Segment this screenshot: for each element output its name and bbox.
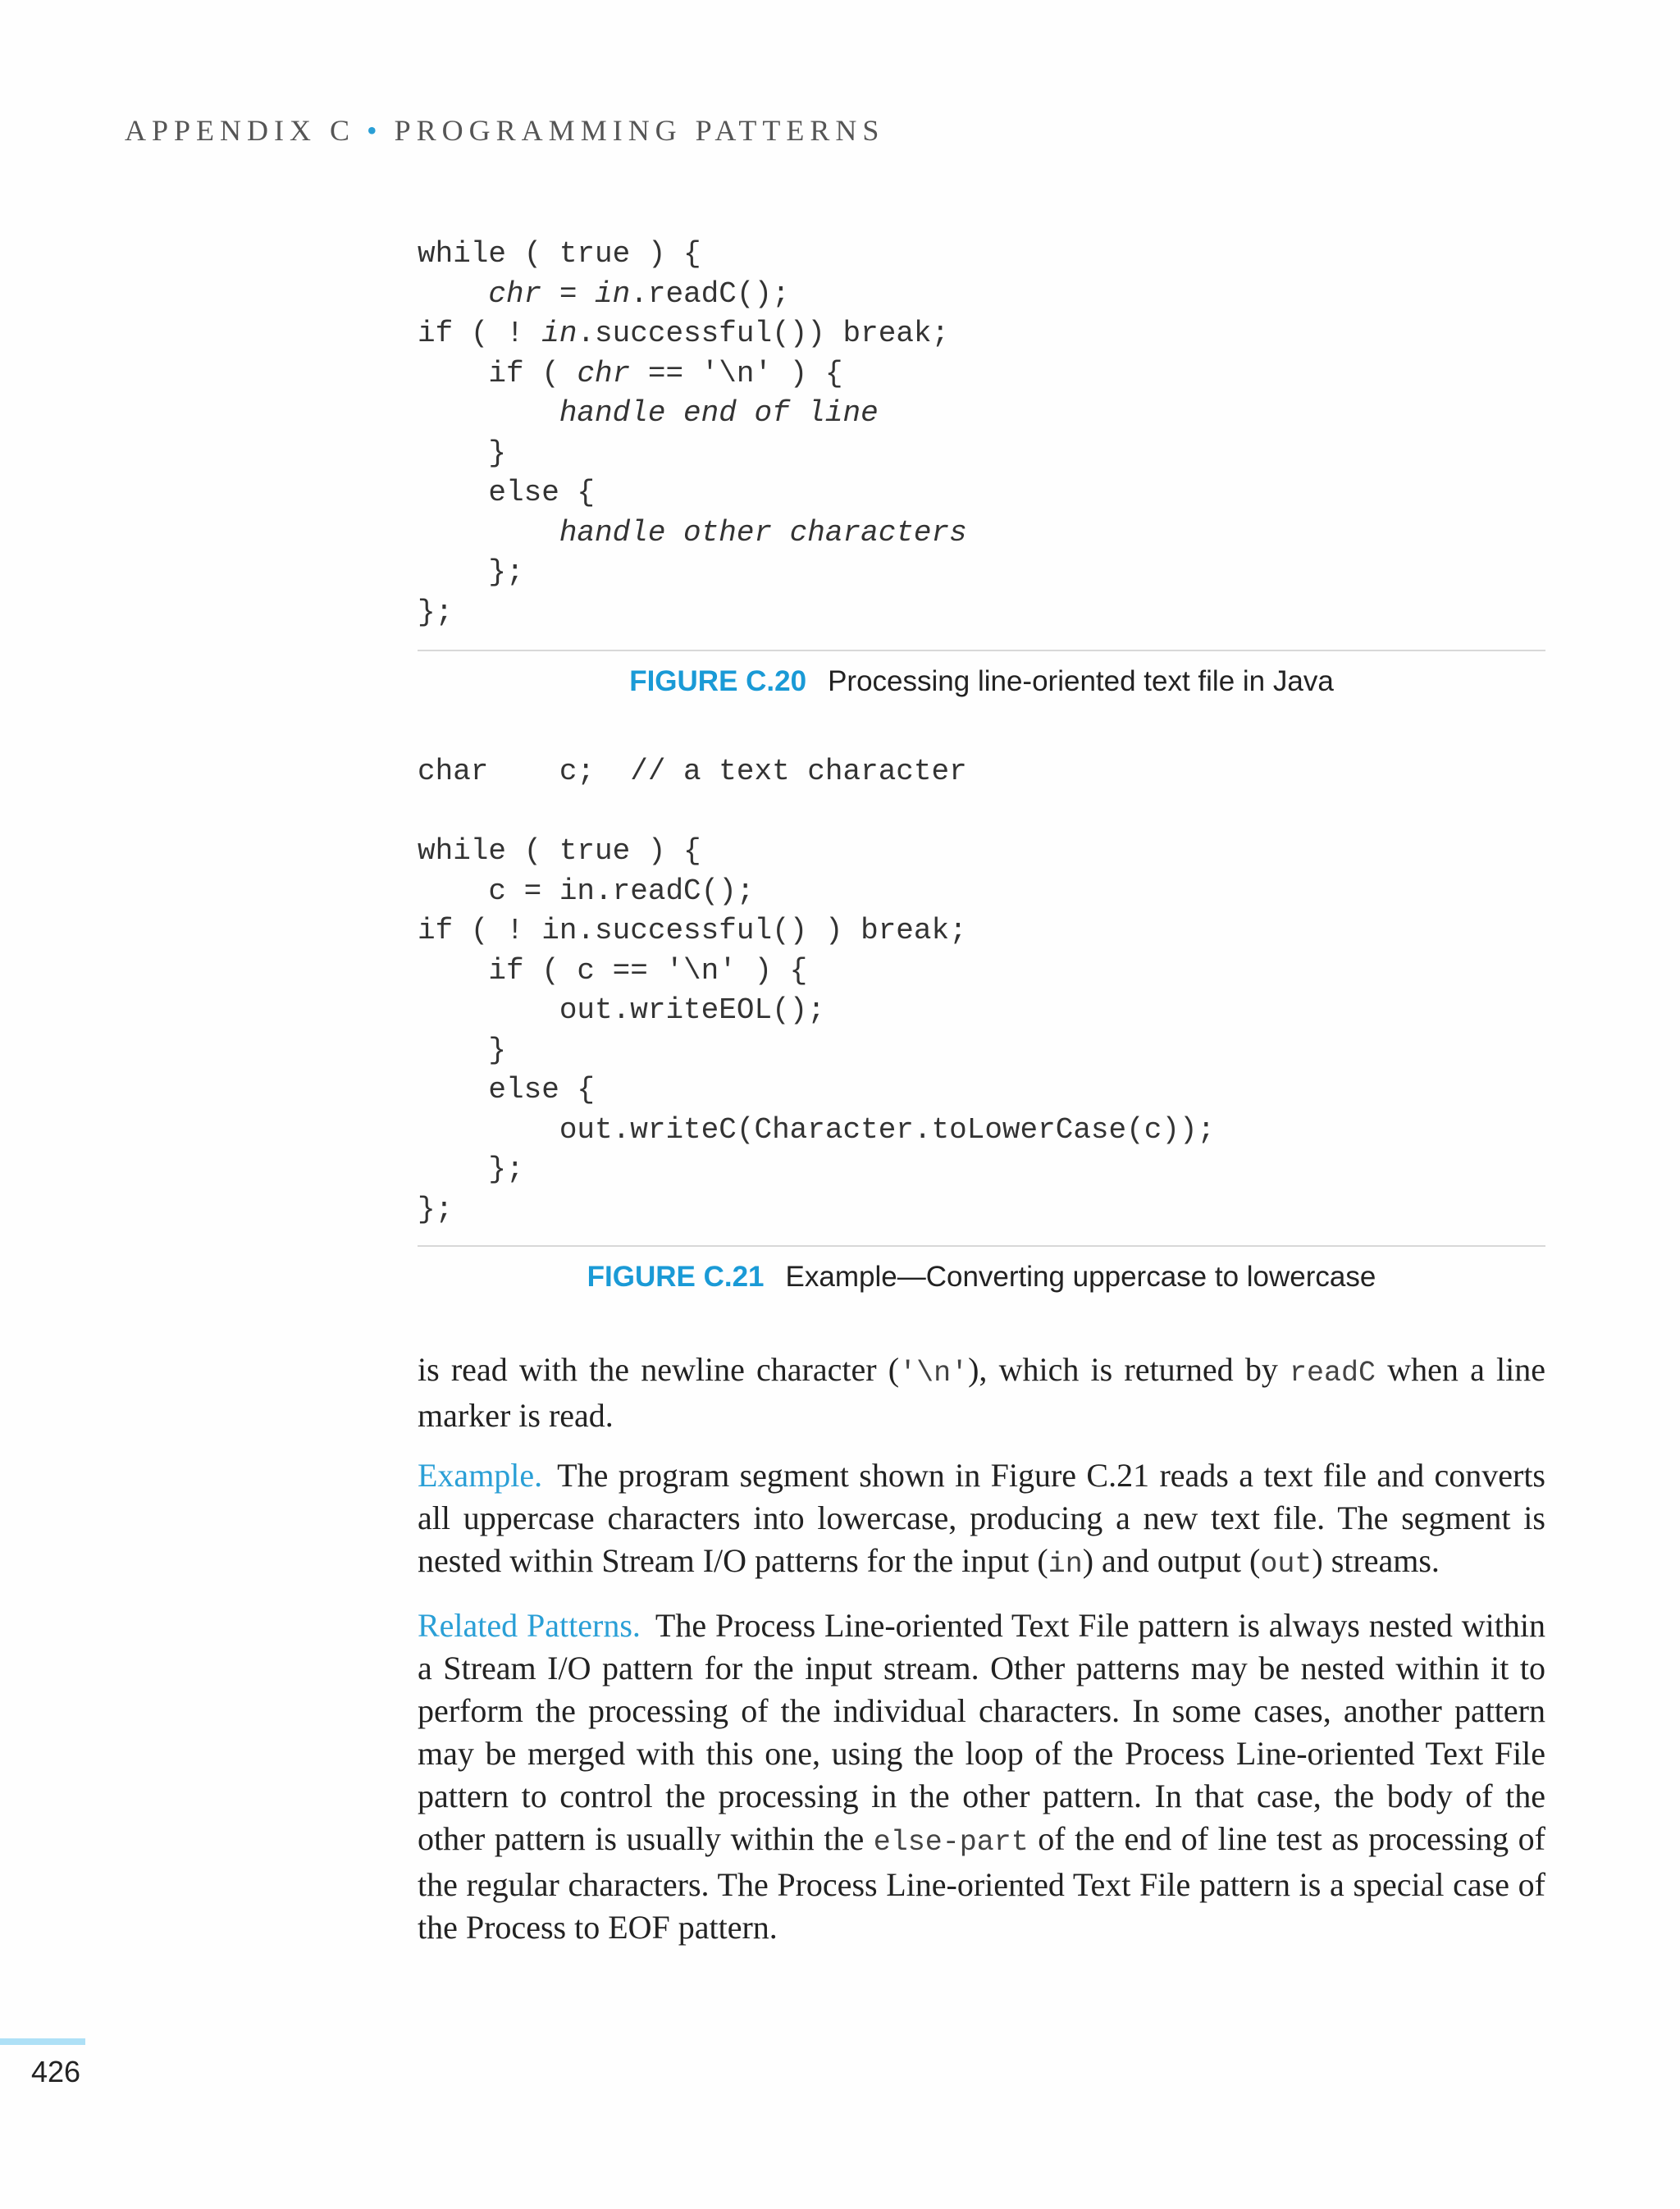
- code-token: };: [418, 595, 454, 629]
- body-paragraph-1: [418, 1349, 1545, 1437]
- code-token: if ( c == '\n' ) {: [418, 953, 808, 988]
- code-line: [418, 275, 967, 315]
- page-number: 426: [31, 2055, 81, 2088]
- p2-text-1: The program segment shown in Figure C.21 reads a text file and converts all uppercase characters into lowercase, producing a new text file. The segment is nested within Stream I/O patterns for the input (: [418, 1457, 1545, 1579]
- code-line: [418, 434, 967, 474]
- code-line: [418, 752, 1215, 792]
- p2-code-in: in: [1048, 1548, 1083, 1581]
- code-token: if ( !: [418, 317, 542, 350]
- code-token: };: [418, 1152, 524, 1186]
- figure-number-c21: FIGURE C.21: [587, 1261, 765, 1293]
- code-line: [418, 1190, 1215, 1230]
- p2-text-3: ) streams.: [1312, 1542, 1440, 1579]
- code-token: out.writeC(Character.toLowerCase(c));: [418, 1112, 1216, 1147]
- figure-title-c20: Processing line-oriented text file in Java: [828, 665, 1334, 697]
- page-number-tab: [0, 2038, 85, 2045]
- running-head-chapter: APPENDIX C: [125, 114, 356, 147]
- code-line: [418, 553, 967, 593]
- code-token: =: [541, 276, 596, 311]
- body-paragraph-example: [418, 1454, 1545, 1586]
- p1-text-2: ), which is returned by: [968, 1351, 1290, 1388]
- figure-caption-c21: [418, 1261, 1545, 1294]
- code-token: char c; // a text character: [418, 755, 967, 788]
- body-paragraph-related-patterns: [418, 1604, 1545, 1949]
- figure-caption-c20: [418, 665, 1545, 698]
- code-line: [418, 593, 967, 633]
- code-line: [418, 872, 1215, 912]
- code-placeholder: chr: [577, 356, 631, 390]
- code-line: [418, 473, 967, 513]
- code-line: [418, 1070, 1215, 1111]
- code-line: [418, 354, 967, 395]
- code-line: [418, 513, 967, 554]
- code-token: [418, 277, 488, 311]
- code-token: [418, 516, 559, 550]
- code-line: [418, 1111, 1215, 1151]
- figure-title-c21: Example—Converting uppercase to lowercase: [785, 1261, 1376, 1293]
- code-token: .readC();: [630, 276, 790, 311]
- code-token: }: [418, 436, 507, 470]
- running-head-bullet: •: [367, 114, 383, 147]
- related-patterns-lead-in: Related Patterns.: [418, 1607, 641, 1644]
- code-line: [418, 394, 967, 434]
- figure-rule-c20: [418, 650, 1545, 651]
- code-line: [418, 1031, 1215, 1071]
- code-token: if (: [418, 356, 578, 390]
- code-line: [418, 314, 967, 354]
- running-head: [125, 113, 884, 148]
- code-placeholder: in: [541, 317, 578, 350]
- p1-text-3: when a line marker is read.: [418, 1351, 1546, 1434]
- code-token: == '\n' ) {: [630, 356, 843, 390]
- code-listing-c20: [418, 235, 967, 632]
- example-lead-in: Example.: [418, 1457, 543, 1494]
- figure-number-c20: FIGURE C.20: [629, 665, 807, 697]
- code-token: else {: [418, 1073, 596, 1107]
- code-token: while ( true ) {: [418, 237, 701, 271]
- code-token: };: [418, 555, 524, 589]
- code-line: [418, 832, 1215, 872]
- p3-code-else-part: else-part: [873, 1826, 1029, 1859]
- code-placeholder: handle end of line: [559, 396, 879, 430]
- code-token: c = in.readC();: [418, 874, 755, 908]
- p3-text-1: The Process Line-oriented Text File pattern is always nested within a Stream I/O pattern for the input stream. Other patterns may be nested within it to perform the processing of the individual characters. In some cases, another pattern may be merged with this one, using the loop of the Process Line-oriented Text File pattern to control the processing in the other pattern. In that case, the body of the other pattern is usually within the: [418, 1607, 1545, 1857]
- p2-text-2: ) and output (: [1082, 1542, 1261, 1579]
- p3-text-2: of the end of line test as processing of the regular characters. The Process Line-oriented Text File pattern is a special case of the Process to EOF pattern.: [418, 1820, 1545, 1946]
- code-token: [418, 396, 559, 430]
- p1-code-readc: readC: [1290, 1357, 1376, 1390]
- running-head-title: PROGRAMMING PATTERNS: [394, 114, 885, 147]
- code-placeholder: in: [595, 276, 631, 311]
- code-token: else {: [418, 476, 596, 509]
- figure-rule-c21: [418, 1245, 1545, 1247]
- code-line: [418, 952, 1215, 992]
- code-token: .successful()) break;: [577, 317, 950, 350]
- code-line: [418, 911, 1215, 952]
- code-placeholder: chr: [488, 276, 542, 311]
- p2-code-out: out: [1260, 1548, 1312, 1581]
- code-placeholder: handle other characters: [559, 515, 967, 550]
- code-token: out.writeEOL();: [418, 993, 825, 1027]
- p1-text-1: is read with the newline character (: [418, 1351, 900, 1388]
- p1-code-newline: '\n': [899, 1357, 969, 1390]
- code-token: };: [418, 1192, 454, 1226]
- code-token: if ( ! in.successful() ) break;: [418, 914, 967, 947]
- code-line: [418, 1150, 1215, 1190]
- code-token: }: [418, 1033, 507, 1067]
- code-line: [418, 792, 1215, 833]
- code-line: [418, 991, 1215, 1031]
- code-listing-c21: [418, 752, 1215, 1230]
- code-token: while ( true ) {: [418, 834, 701, 868]
- code-line: [418, 235, 967, 275]
